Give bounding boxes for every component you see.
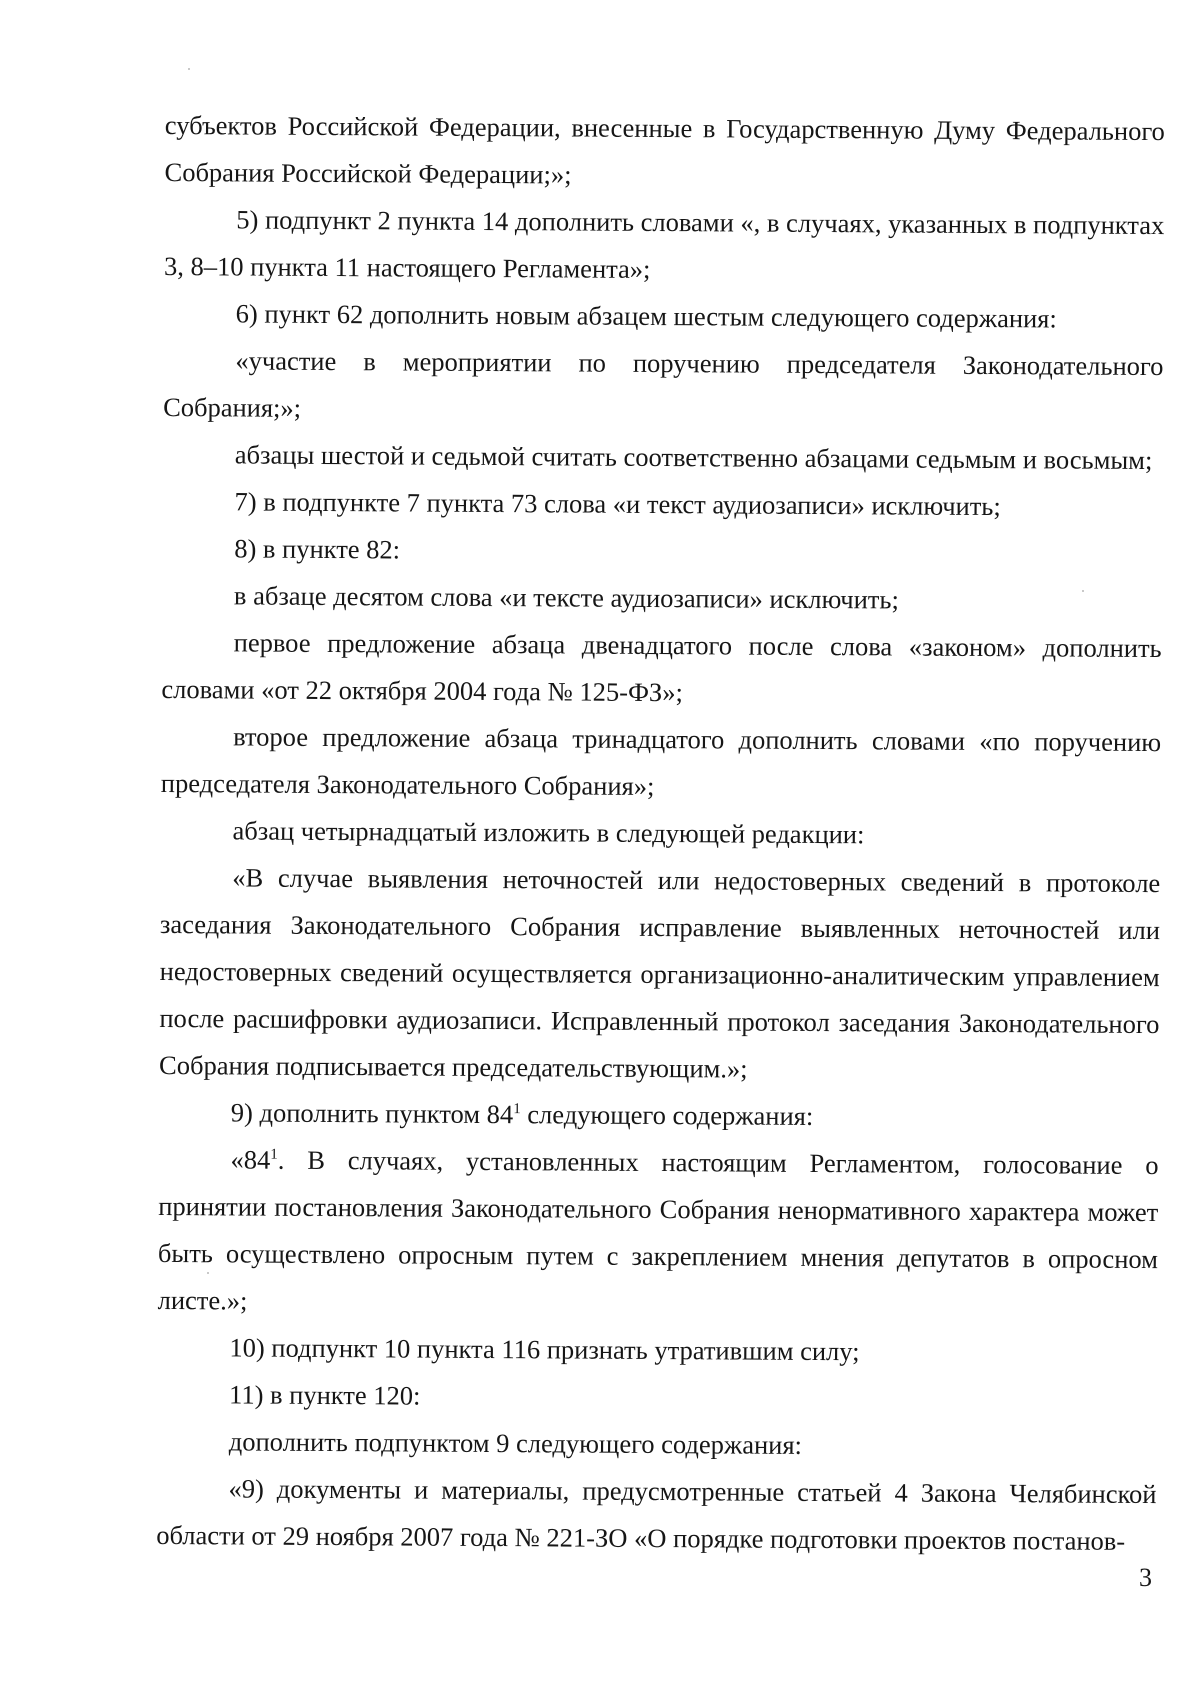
document-body — [156, 102, 1165, 1565]
paragraph: первое предложение абзаца двенадцатого после слова «законом» дополнить словами «от 22 октября 2004 года № 125-ФЗ»; — [161, 627, 1162, 708]
scan-speck — [188, 68, 190, 70]
paragraph-text: «84 — [230, 1144, 271, 1175]
paragraph: 5) подпункт 2 пункта 14 дополнить словами «, в случаях, указанных в подпунктах 3, 8–10 пункта 11 настоящего Регламента»; — [163, 204, 1165, 284]
paragraph: дополнить подпунктом 9 следующего содержания: — [228, 1426, 803, 1460]
paragraph: второе предложение абзаца тринадцатого дополнить словами «по поручению председателя Законодательного Собрания»; — [160, 721, 1162, 802]
paragraph: абзацы шестой и седьмой считать соответственно абзацами седьмым и восьмым; — [234, 439, 1153, 476]
superscript: 1 — [270, 1146, 278, 1163]
paragraph: 10) подпункт 10 пункта 116 признать утратившим силу; — [229, 1332, 860, 1367]
paragraph — [159, 1089, 1159, 1142]
paragraph-text: 9) дополнить пунктом 84 — [230, 1097, 514, 1130]
page-number: 3 — [1139, 1563, 1152, 1592]
paragraph: «9) документы и материалы, предусмотренные статьей 4 Закона Челябинской области от 29 ноября 2007 года № 221-ЗО «О порядке подготовки проектов постанов- — [156, 1473, 1157, 1556]
paragraph-text: . В случаях, установленных настоящим Регламентом, голосование о принятии постановления Законодательного Собрания ненормативного характера может быть осуществлено опросным путем с закреплением мнения депутатов в опросном листе.»; — [157, 1144, 1159, 1316]
paragraph: 8) в пункте 82: — [234, 533, 401, 565]
paragraph: абзац четырнадцатый изложить в следующей редакции: — [232, 815, 865, 850]
paragraph: 7) в подпункте 7 пункта 73 слова «и текст аудиозаписи» исключить; — [234, 486, 1001, 522]
paragraph-text: следующего содержания: — [520, 1099, 814, 1131]
paragraph: в абзаце десятом слова «и тексте аудиозаписи» исключить; — [233, 580, 899, 615]
paragraph — [158, 1136, 1159, 1330]
paragraph: «В случае выявления неточностей или недостоверных сведений в протоколе заседания Законодательного Собрания исправление выявленных неточностей или недостоверных сведений осуществляется организационно-аналитическим управлением после расшифровки аудиозаписи. Исправленный протокол заседания Законодательного Собрания подписывается председательствующим.»; — [159, 862, 1161, 1084]
paragraph: 11) в пункте 120: — [229, 1379, 421, 1411]
paragraph: субъектов Российской Федерации, внесенные в Государственную Думу Федерального Собрания Российской Федерации;»; — [164, 109, 1165, 190]
paragraph: «участие в мероприятии по поручению председателя Законодательного Собрания;»; — [163, 345, 1164, 423]
paragraph: 6) пункт 62 дополнить новым абзацем шестым следующего содержания: — [235, 298, 1057, 334]
superscript: 1 — [513, 1101, 521, 1118]
